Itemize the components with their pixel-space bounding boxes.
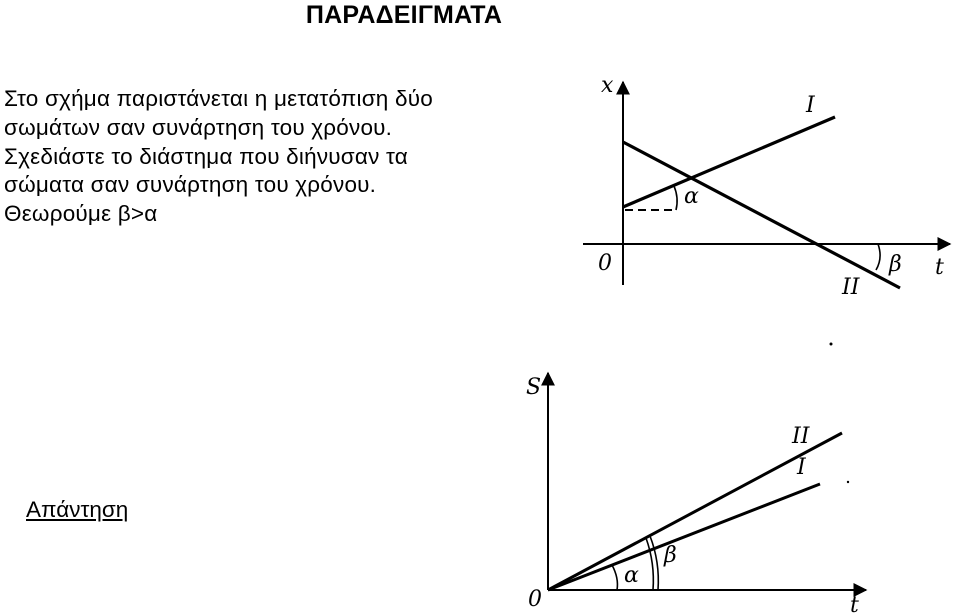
line-i (548, 484, 820, 590)
line-ii-label: II (842, 275, 860, 300)
angle-arc-beta (650, 536, 658, 590)
stray-mark (847, 481, 849, 483)
problem-line: Θεωρούμε β>α (4, 201, 158, 227)
alpha-label: α (684, 184, 699, 209)
beta-label: β (889, 252, 902, 277)
t-axis-label: t (850, 593, 859, 614)
origin-label: 0 (528, 587, 542, 612)
line-i (623, 117, 835, 207)
problem-line: Σχεδιάστε το διάστημα που διήνυσαν τα (4, 143, 408, 169)
s-axis-label: S (526, 375, 542, 400)
angle-arc-beta (876, 244, 880, 270)
beta-label: β (664, 543, 677, 568)
angle-arc-alpha (674, 186, 677, 210)
line-i-label: I (797, 455, 806, 480)
origin-label: 0 (598, 251, 612, 276)
answer-label: Απάντηση (26, 497, 129, 522)
page-title: ΠΑΡΑΔΕΙΓΜΑΤΑ (305, 1, 503, 29)
angle-arc-beta-inner (646, 538, 653, 590)
alpha-label: α (624, 563, 639, 588)
angle-arc-alpha (612, 565, 617, 590)
stray-mark (830, 343, 833, 346)
x-axis-label: x (601, 73, 614, 98)
problem-line: Στο σχήμα παριστάνεται η μετατόπιση δύο (4, 86, 433, 111)
t-axis-label: t (935, 255, 944, 280)
line-ii (623, 142, 900, 288)
displacement-labels (598, 73, 944, 300)
problem-line: σώματα σαν συνάρτηση του χρόνου. (4, 172, 377, 198)
line-ii-label: II (792, 424, 810, 449)
distance-graph (548, 373, 866, 590)
line-i-label: I (806, 93, 815, 118)
problem-line: σωμάτων σαν συνάρτηση του χρόνου. (4, 114, 393, 140)
